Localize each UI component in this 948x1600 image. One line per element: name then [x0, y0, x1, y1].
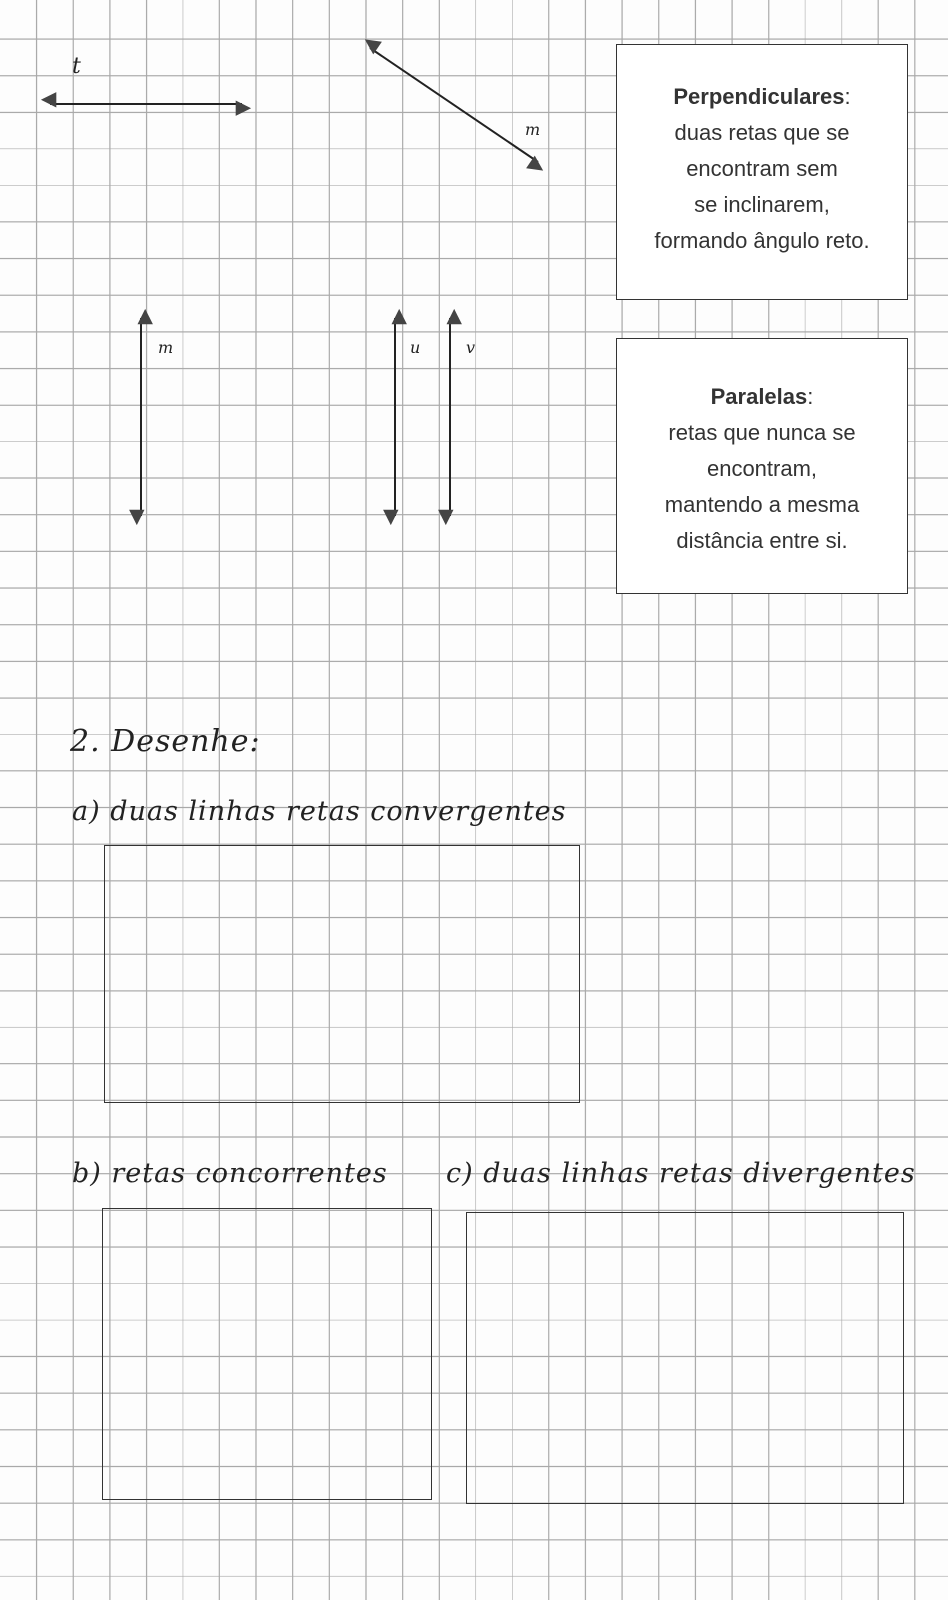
definition-line: distância entre si.	[676, 528, 848, 553]
paralelas-title: Paralelas	[710, 384, 808, 409]
exercise-a-label: a) duas linhas retas convergentes	[72, 796, 567, 827]
definition-line: duas retas que se	[674, 120, 850, 145]
paralelas-definition	[616, 338, 908, 594]
definition-line: encontram sem	[686, 156, 838, 181]
label-t: t	[72, 54, 81, 79]
drawing-area-a[interactable]	[104, 845, 580, 1103]
drawing-area-c[interactable]	[466, 1212, 904, 1504]
definition-line: retas que nunca se	[668, 420, 856, 445]
exercise-heading: 2. Desenhe:	[70, 724, 261, 759]
colon: :	[807, 384, 814, 409]
definition-line: formando ângulo reto.	[654, 228, 870, 253]
definition-line: encontram,	[706, 456, 818, 481]
perpendiculares-definition	[616, 44, 908, 300]
label-u: u	[410, 338, 421, 357]
label-m: m	[158, 338, 174, 357]
exercise-b-label: b) retas concorrentes	[72, 1158, 388, 1189]
colon: :	[844, 84, 851, 109]
drawing-area-b[interactable]	[102, 1208, 432, 1500]
label-n: m	[525, 120, 541, 139]
line-n	[370, 48, 541, 162]
definition-line: mantendo a mesma	[664, 492, 860, 517]
exercise-c-label: c) duas linhas retas divergentes	[446, 1158, 916, 1189]
definition-line: se inclinarem,	[694, 192, 830, 217]
perpendiculares-title: Perpendiculares	[673, 84, 845, 109]
label-v: v	[466, 338, 476, 357]
